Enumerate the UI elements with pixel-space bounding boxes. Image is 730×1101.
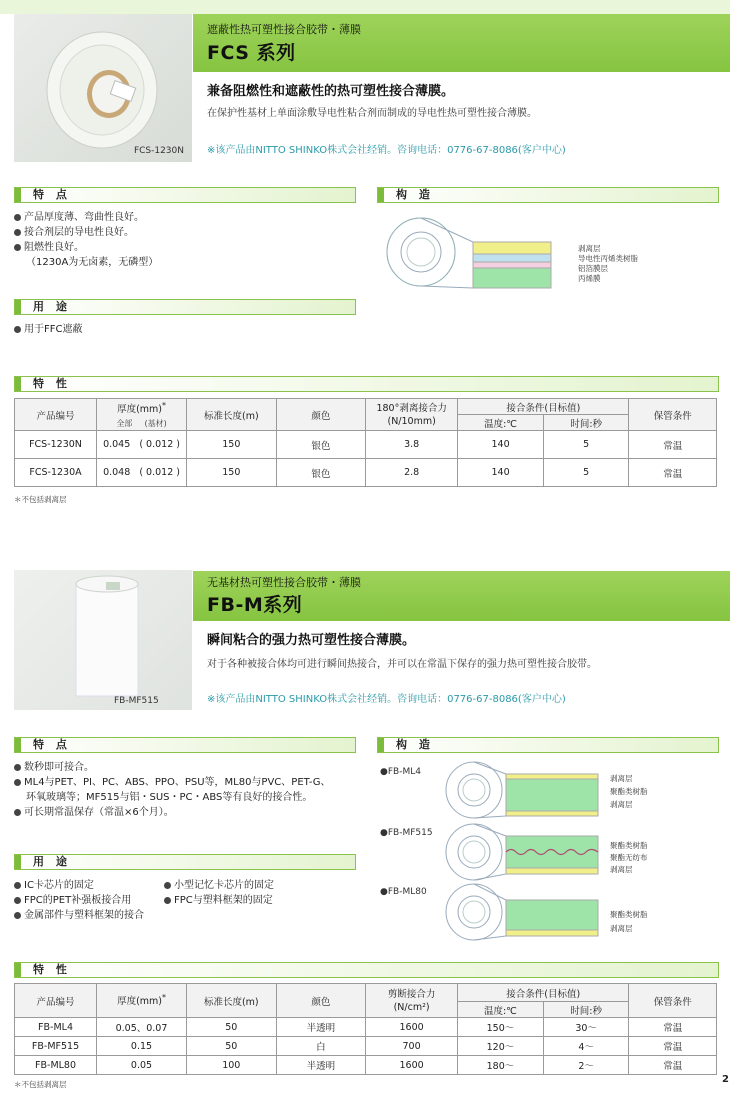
col-header: 接合条件(目标值) <box>458 984 629 1002</box>
col-header: 标准长度(m) <box>187 399 277 431</box>
top-band <box>0 0 730 14</box>
structure-name: ●FB-MF515 <box>380 828 433 838</box>
list-item: ML4与PET、PI、PC、ABS、PPO、PSU等，ML80与PVC、PET-G、 <box>14 775 331 790</box>
col-header: 保管条件 <box>629 399 717 431</box>
fbm-spec-table <box>14 983 717 1075</box>
fb-ml80-layer-labels: 聚酯类树脂 剥离层 <box>610 910 648 933</box>
col-header: 产品编号 <box>15 984 97 1018</box>
col-header: 温度:℃ <box>458 415 544 431</box>
col-header: 接合条件(目标值) <box>458 399 629 415</box>
fbm-subtitle: 无基材热可塑性接合胶带・薄膜 <box>207 576 361 589</box>
table-row: FCS-1230N 0.045 ( 0.012 ) 150 银色 3.8 140 5 常温 <box>15 431 717 459</box>
fcs-features-header <box>14 187 356 203</box>
fb-mf515-diagram <box>440 822 610 884</box>
col-header: 温度:℃ <box>458 1002 544 1018</box>
col-header: 颜色 <box>276 984 366 1018</box>
fbm-product-image <box>14 570 192 710</box>
list-item: FPC的PET补强板接合用 <box>14 893 144 908</box>
list-item: 阻燃性良好。 <box>14 240 158 255</box>
page-number: 2 <box>722 1074 729 1085</box>
list-item: 小型记忆卡芯片的固定 <box>164 878 274 893</box>
fbm-features-list <box>14 760 331 820</box>
fbm-features-header <box>14 737 356 753</box>
layer-label: 剥离层 <box>578 244 601 253</box>
fcs-footnote: ＊不包括剥离层 <box>14 495 67 504</box>
list-item-cont: 环氧玻璃等；MF515与铝・SUS・PC・ABS等有良好的接合性。 <box>26 792 313 803</box>
fcs-subtitle: 遮蔽性热可塑性接合胶带・薄膜 <box>207 23 361 36</box>
fcs-layer-labels <box>578 244 638 284</box>
fcs-title-bar <box>193 14 730 72</box>
section-label: 特 点 <box>33 188 71 201</box>
fbm-props-header <box>14 962 719 978</box>
list-item: 金属部件与塑料框架的接合 <box>14 908 144 923</box>
section-label: 构 造 <box>396 738 434 751</box>
col-header-thickness: 厚度(mm)* 全部 (基材) <box>97 399 187 431</box>
fbm-image-caption: FB-MF515 <box>114 696 159 706</box>
fcs-use-item: 用于FFC遮蔽 <box>14 322 83 337</box>
col-header: 时间:秒 <box>543 415 629 431</box>
list-item: 数秒即可接合。 <box>14 760 331 775</box>
section-label: 构 造 <box>396 188 434 201</box>
fb-ml4-layer-labels: 剥离层 聚酯类树脂 剥离层 <box>610 774 648 809</box>
layer-label: 铝箔膜层 <box>578 264 608 273</box>
fbm-title: FB-M系列 <box>207 594 303 616</box>
col-header-adhesion: 180°剥离接合力 (N/10mm) <box>366 399 458 431</box>
fbm-footnote: ＊不包括剥离层 <box>14 1080 67 1089</box>
structure-name: ●FB-ML80 <box>380 887 427 897</box>
col-header: 时间:秒 <box>543 1002 629 1018</box>
col-header: 产品编号 <box>15 399 97 431</box>
col-header: 标准长度(m) <box>186 984 276 1018</box>
list-item-sub: （1230A为无卤素，无磷型） <box>26 257 159 268</box>
fbm-uses-left <box>14 878 144 923</box>
fcs-structure-diagram <box>377 212 587 292</box>
table-row: FCS-1230A 0.048 ( 0.012 ) 150 银色 2.8 140 5 常温 <box>15 459 717 487</box>
list-item: 接合剂层的导电性良好。 <box>14 225 158 240</box>
fcs-product-image <box>14 14 192 162</box>
list-item: FPC与塑料框架的固定 <box>164 893 274 908</box>
list-item: 可长期常温保存（常温×6个月）。 <box>14 805 331 820</box>
col-header-thickness: 厚度(mm)* <box>97 984 187 1018</box>
fbm-uses-header <box>14 854 356 870</box>
col-header: 保管条件 <box>629 984 717 1018</box>
section-label: 特 性 <box>33 377 71 390</box>
col-header-adhesion: 剪断接合力 (N/cm²) <box>366 984 458 1018</box>
section-label: 用 途 <box>33 855 71 868</box>
fcs-props-header <box>14 376 719 392</box>
fcs-structure-header <box>377 187 719 203</box>
fcs-distributor-note: ※该产品由NITTO SHINKO株式会社经销。咨询电话：0776-67-8086(客户中心) <box>207 145 566 156</box>
fb-ml4-diagram <box>440 760 610 822</box>
section-label: 用 途 <box>33 300 71 313</box>
fbm-description: 对于各种被接合体均可进行瞬间热接合，并可以在常温下保存的强力热可塑性接合胶带。 <box>207 659 597 670</box>
layer-label: 丙烯膜 <box>578 274 601 283</box>
tape-roll-image <box>14 14 192 162</box>
section-label: 特 性 <box>33 963 71 976</box>
fbm-uses-right <box>164 878 274 908</box>
structure-name: ●FB-ML4 <box>380 767 421 777</box>
fcs-description: 在保护性基材上单面涂敷导电性粘合剂而制成的导电性热可塑性接合薄膜。 <box>207 108 537 119</box>
fbm-title-bar <box>193 571 730 621</box>
film-roll-image <box>14 570 192 710</box>
list-item: 产品厚度薄、弯曲性良好。 <box>14 210 158 225</box>
fbm-structure-header <box>377 737 719 753</box>
fcs-headline: 兼备阻燃性和遮蔽性的热可塑性接合薄膜。 <box>207 84 455 99</box>
table-row: FB-ML4 0.05、0.07 50 半透明 1600 150～ 30～ 常温 <box>15 1018 717 1037</box>
fcs-spec-table <box>14 398 717 487</box>
fbm-headline: 瞬间粘合的强力热可塑性接合薄膜。 <box>207 633 416 648</box>
fbm-distributor-note: ※该产品由NITTO SHINKO株式会社经销。咨询电话：0776-67-8086(客户中心) <box>207 694 566 705</box>
list-item: IC卡芯片的固定 <box>14 878 144 893</box>
col-header: 颜色 <box>276 399 365 431</box>
fb-ml80-diagram <box>440 882 610 944</box>
section-label: 特 点 <box>33 738 71 751</box>
table-row: FB-MF515 0.15 50 白 700 120～ 4～ 常温 <box>15 1037 717 1056</box>
fcs-title: FCS 系列 <box>207 42 296 64</box>
fcs-features-list <box>14 210 158 270</box>
layer-label: 导电性丙烯类树脂 <box>578 254 638 263</box>
fcs-image-caption: FCS-1230N <box>133 146 184 156</box>
table-row: FB-ML80 0.05 100 半透明 1600 180～ 2～ 常温 <box>15 1056 717 1075</box>
fcs-uses-header <box>14 299 356 315</box>
fb-mf515-layer-labels: 聚酯类树脂 聚酯无纺布 剥离层 <box>610 841 648 874</box>
